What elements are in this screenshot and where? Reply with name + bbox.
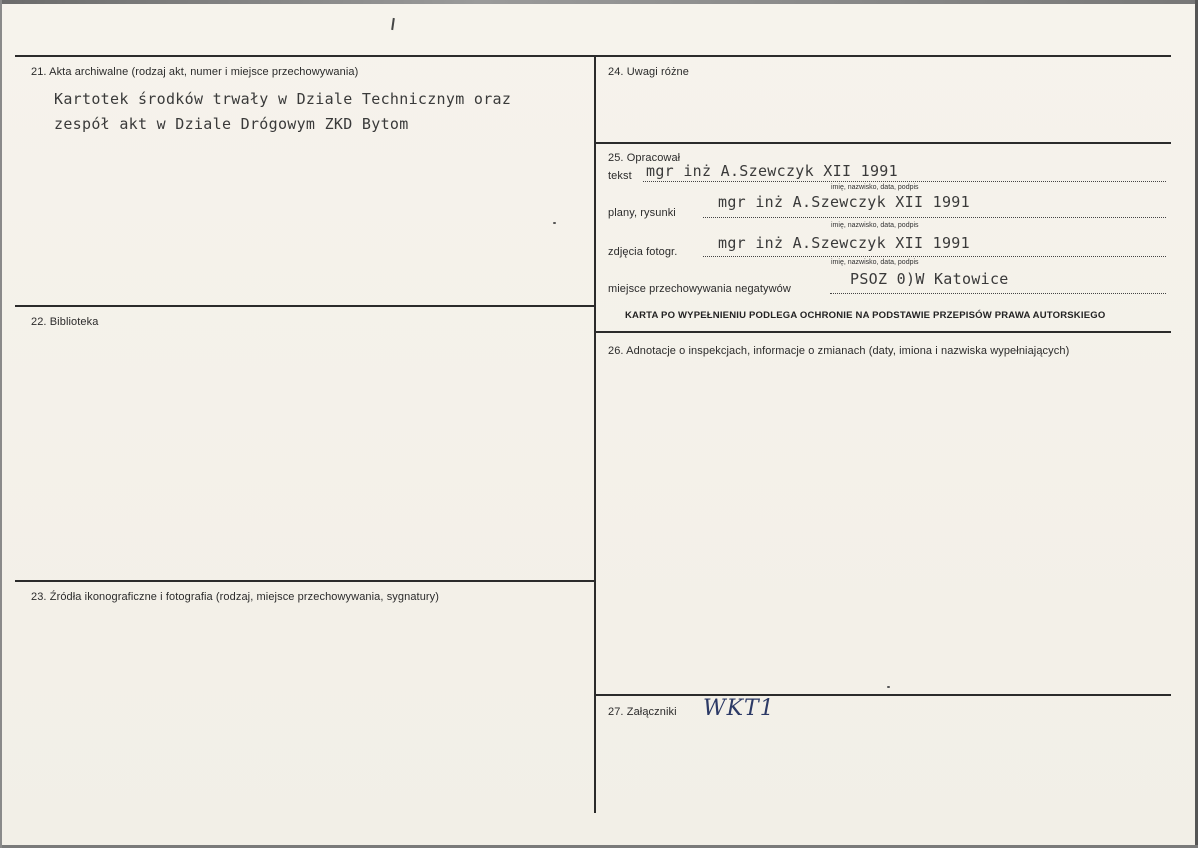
field-27-label: 27. Załączniki xyxy=(608,706,677,718)
ink-speck xyxy=(553,222,556,224)
negatywy-label: miejsce przechowywania negatywów xyxy=(608,283,791,295)
field-23-label: 23. Źródła ikonograficzne i fotografia (rodzaj, miejsce przechowywania, sygnatury) xyxy=(31,591,440,603)
plany-label: plany, rysunki xyxy=(608,207,676,219)
rule-22-23 xyxy=(15,580,595,582)
field-27-handwritten-value: WKT1 xyxy=(703,696,775,721)
ink-speck xyxy=(887,686,890,688)
plany-line xyxy=(703,217,1166,218)
field-21-value-line1: Kartotek środków trwały w Dziale Technicznym oraz xyxy=(54,90,512,108)
tekst-caption: imię, nazwisko, data, podpis xyxy=(831,184,919,191)
tekst-line xyxy=(643,181,1166,182)
negatywy-value: PSOZ 0)W Katowice xyxy=(850,270,1009,288)
zdjecia-caption: imię, nazwisko, data, podpis xyxy=(831,259,919,266)
copyright-notice: KARTA PO WYPEŁNIENIU PODLEGA OCHRONIE NA PODSTAWIE PRZEPISÓW PRAWA AUTORSKIEGO xyxy=(625,310,1106,321)
card-left-edge xyxy=(0,0,2,848)
field-24-label: 24. Uwagi różne xyxy=(608,66,689,78)
tekst-label: tekst xyxy=(608,170,632,182)
rule-26-27 xyxy=(595,694,1171,696)
field-22-label: 22. Biblioteka xyxy=(31,316,99,328)
top-rule xyxy=(15,55,1171,57)
negatywy-line xyxy=(830,293,1166,294)
rule-25-26 xyxy=(595,331,1171,333)
plany-value: mgr inż A.Szewczyk XII 1991 xyxy=(718,193,970,211)
card-top-edge xyxy=(0,0,1198,4)
field-26-label: 26. Adnotacje o inspekcjach, informacje o zmianach (daty, imiona i nazwiska wypełniających) xyxy=(608,345,1070,357)
tekst-value: mgr inż A.Szewczyk XII 1991 xyxy=(646,162,898,180)
zdjecia-value: mgr inż A.Szewczyk XII 1991 xyxy=(718,234,970,252)
rule-24-25 xyxy=(595,142,1171,144)
pencil-mark xyxy=(391,18,395,30)
zdjecia-line xyxy=(703,256,1166,257)
zdjecia-label: zdjęcia fotogr. xyxy=(608,246,678,258)
vertical-divider xyxy=(594,55,596,813)
field-25-label: 25. Opracował xyxy=(608,152,681,164)
field-21-value-line2: zespół akt w Dziale Drógowym ZKD Bytom xyxy=(54,115,409,133)
plany-caption: imię, nazwisko, data, podpis xyxy=(831,222,919,229)
rule-21-22 xyxy=(15,305,595,307)
field-21-label: 21. Akta archiwalne (rodzaj akt, numer i miejsce przechowywania) xyxy=(31,66,359,78)
